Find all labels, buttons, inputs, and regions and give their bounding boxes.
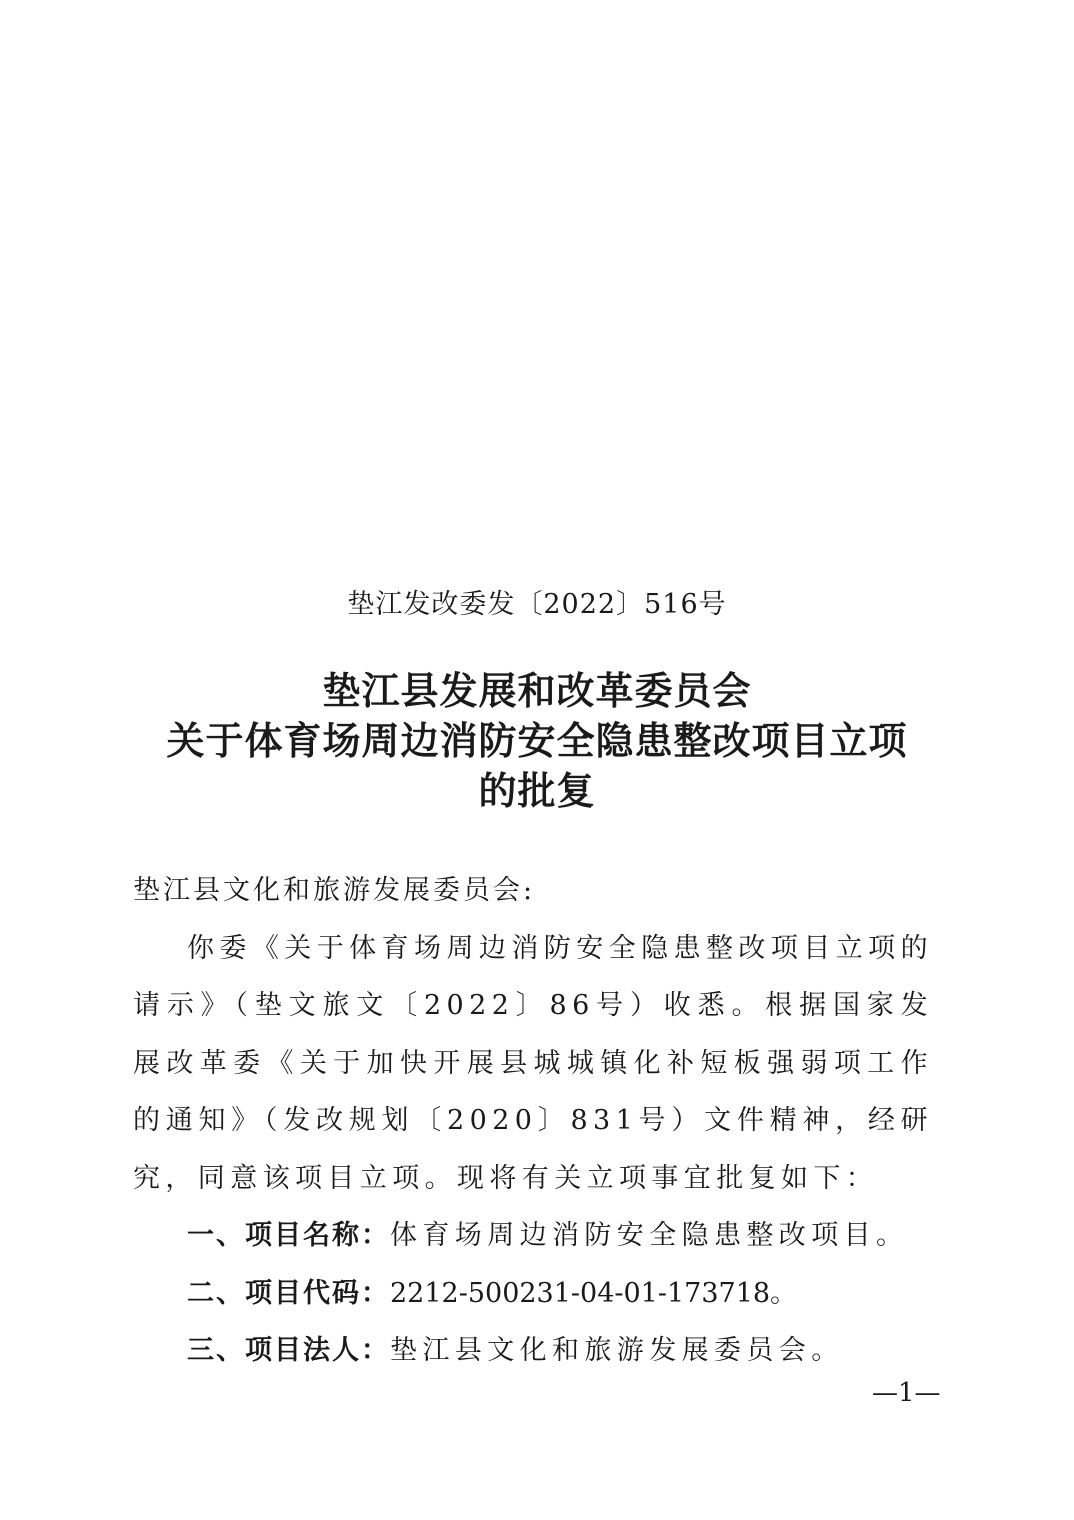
body-paragraph: 你委《关于体育场周边消防安全隐患整改项目立项的请示》（垫文旅文〔2022〕86号）收悉。根据国家发展改革委《关于加快开展县城城镇化补短板强弱项工作的通知》（发改规划〔2020〕831号）文件精神，经研究，同意该项目立项。现将有关立项事宜批复如下： (133, 932, 933, 1194)
page-number: —1— (872, 1378, 941, 1408)
title-line-3: 的批复 (478, 769, 596, 813)
item-label: 二、项目代码： (187, 1277, 390, 1309)
title-line-2: 关于体育场周边消防安全隐患整改项目立项 (166, 719, 908, 763)
item-label: 三、项目法人： (187, 1335, 390, 1366)
item-label: 一、项目名称： (187, 1220, 390, 1251)
title-line-1: 垫江县发展和改革委员会 (322, 669, 752, 713)
item-project-code (133, 1265, 933, 1323)
item-project-name (133, 1207, 933, 1265)
item-value: 垫江县文化和旅游发展委员会。 (390, 1335, 844, 1366)
document-number: 垫江发改委发〔2022〕516号 (347, 589, 727, 620)
item-project-legal-person (133, 1322, 933, 1380)
document-title (0, 666, 1074, 816)
item-value: 体育场周边消防安全隐患整改项目。 (390, 1220, 909, 1251)
document-body (133, 862, 933, 1380)
salutation: 垫江县文化和旅游发展委员会: (133, 875, 536, 906)
item-value: 2212-500231-04-01-173718。 (390, 1277, 798, 1309)
